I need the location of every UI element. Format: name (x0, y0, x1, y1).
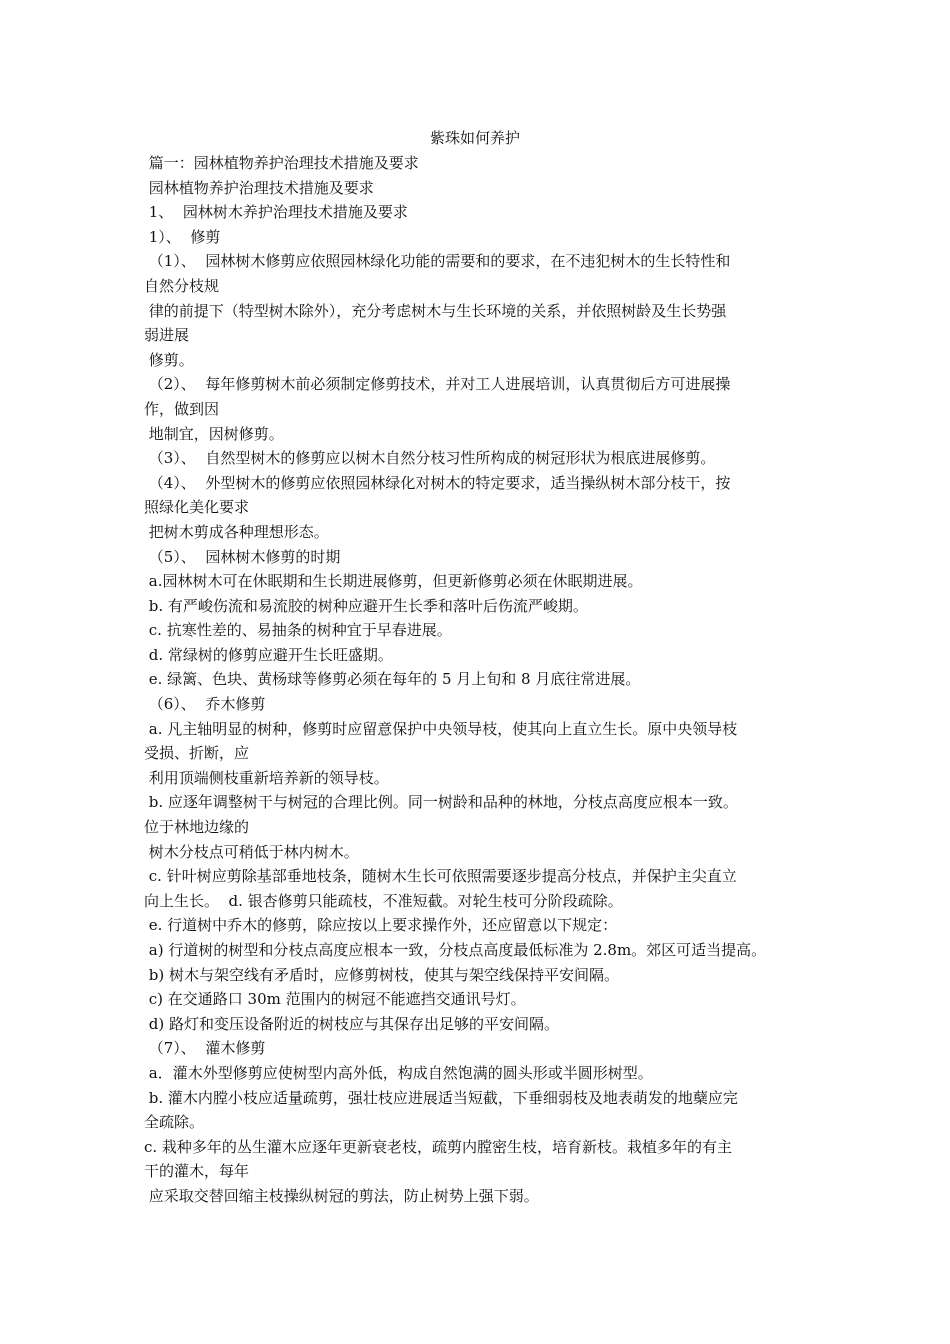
text-line: （5）、 园林树木修剪的时期 (144, 547, 341, 566)
text-line: 受损、折断，应 (144, 744, 250, 763)
text-line: 应采取交替回缩主枝操纵树冠的剪法，防止树势上强下弱。 (144, 1186, 539, 1205)
text-line: c) 在交通路口 30m 范围内的树冠不能遮挡交通讯号灯。 (144, 990, 526, 1009)
text-line: a.园林树木可在休眠期和生长期进展修剪，但更新修剪必须在休眠期进展。 (144, 572, 643, 591)
text-line: a. 凡主轴明显的树种，修剪时应留意保护中央领导枝，使其向上直立生长。原中央领导枝 (144, 719, 738, 738)
text-line: （6）、 乔木修剪 (144, 695, 266, 714)
text-line: b) 树木与架空线有矛盾时，应修剪树枝，使其与架空线保持平安间隔。 (144, 965, 619, 984)
text-line: 地制宜，因树修剪。 (144, 424, 284, 443)
text-line: 作，做到因 (144, 399, 220, 418)
text-line: d) 路灯和变压设备附近的树枝应与其保存出足够的平安间隔。 (144, 1014, 559, 1033)
text-line: （7）、 灌木修剪 (144, 1039, 266, 1058)
text-line: （2）、 每年修剪树木前必须制定修剪技术，并对工人进展培训，认真贯彻后方可进展操 (144, 375, 731, 394)
text-line: 全疏除。 (144, 1113, 205, 1132)
text-line: 照绿化美化要求 (144, 498, 250, 517)
text-line: 位于林地边缘的 (144, 818, 250, 837)
text-line: b. 灌木内膛小枝应适量疏剪，强壮枝应进展适当短截，下垂细弱枝及地表萌发的地蘖应完 (144, 1088, 738, 1107)
text-line: 利用顶端侧枝重新培养新的领导枝。 (144, 768, 389, 787)
text-line: a．灌木外型修剪应使树型内高外低，构成自然饱满的圆头形或半圆形树型。 (144, 1063, 653, 1082)
text-line: 把树木剪成各种理想形态。 (144, 522, 329, 541)
text-line: 弱进展 (144, 326, 190, 345)
text-line: 园林植物养护治理技术措施及要求 (144, 178, 374, 197)
text-line: b. 有严峻伤流和易流胶的树种应避开生长季和落叶后伤流严峻期。 (144, 596, 588, 615)
text-line: 自然分枝规 (144, 276, 220, 295)
text-line: b. 应逐年调整树干与树冠的合理比例。同一树龄和品种的林地，分枝点高度应根本一致。 (144, 793, 738, 812)
text-line: c. 栽种多年的丛生灌木应逐年更新衰老枝，疏剪内膛密生枝，培育新枝。栽植多年的有主 (144, 1137, 732, 1156)
text-line: e. 绿篱、色块、黄杨球等修剪必须在每年的 5 月上旬和 8 月底往常进展。 (144, 670, 641, 689)
text-line: 1）、 修剪 (144, 227, 221, 246)
text-line: e. 行道树中乔木的修剪，除应按以上要求操作外，还应留意以下规定： (144, 916, 618, 935)
text-line: c. 针叶树应剪除基部垂地枝条，随树木生长可依照需要逐步提高分枝点，并保护主尖直立 (144, 867, 737, 886)
text-line: （3）、 自然型树木的修剪应以树木自然分枝习性所构成的树冠形状为根底进展修剪。 (144, 449, 716, 468)
text-line: （4）、 外型树木的修剪应依照园林绿化对树木的特定要求，适当操纵树木部分枝干，按 (144, 473, 731, 492)
text-line: 干的灌木，每年 (144, 1162, 250, 1181)
text-line: 向上生长。 d. 银杏修剪只能疏枝，不准短截。对轮生枝可分阶段疏除。 (144, 891, 623, 910)
text-line: 树木分枝点可稍低于林内树木。 (144, 842, 359, 861)
text-line: 律的前提下（特型树木除外），充分考虑树木与生长环境的关系，并依照树龄及生长势强 (144, 301, 727, 320)
document-title: 紫珠如何养护 (429, 129, 520, 147)
text-line: 修剪。 (144, 350, 194, 369)
document-body (144, 151, 824, 1209)
text-line: （1）、 园林树木修剪应依照园林绿化功能的需要和的要求，在不违犯树木的生长特性和 (144, 252, 731, 271)
text-line: 1、 园林树木养护治理技术措施及要求 (144, 203, 408, 222)
text-line: c. 抗寒性差的、易抽条的树种宜于早春进展。 (144, 621, 452, 640)
text-line: a) 行道树的树型和分枝点高度应根本一致，分枝点高度最低标准为 2.8m。郊区可适当提高。 (144, 941, 767, 959)
text-line: 篇一：园林植物养护治理技术措施及要求 (144, 154, 419, 172)
text-line: d. 常绿树的修剪应避开生长旺盛期。 (144, 645, 393, 664)
